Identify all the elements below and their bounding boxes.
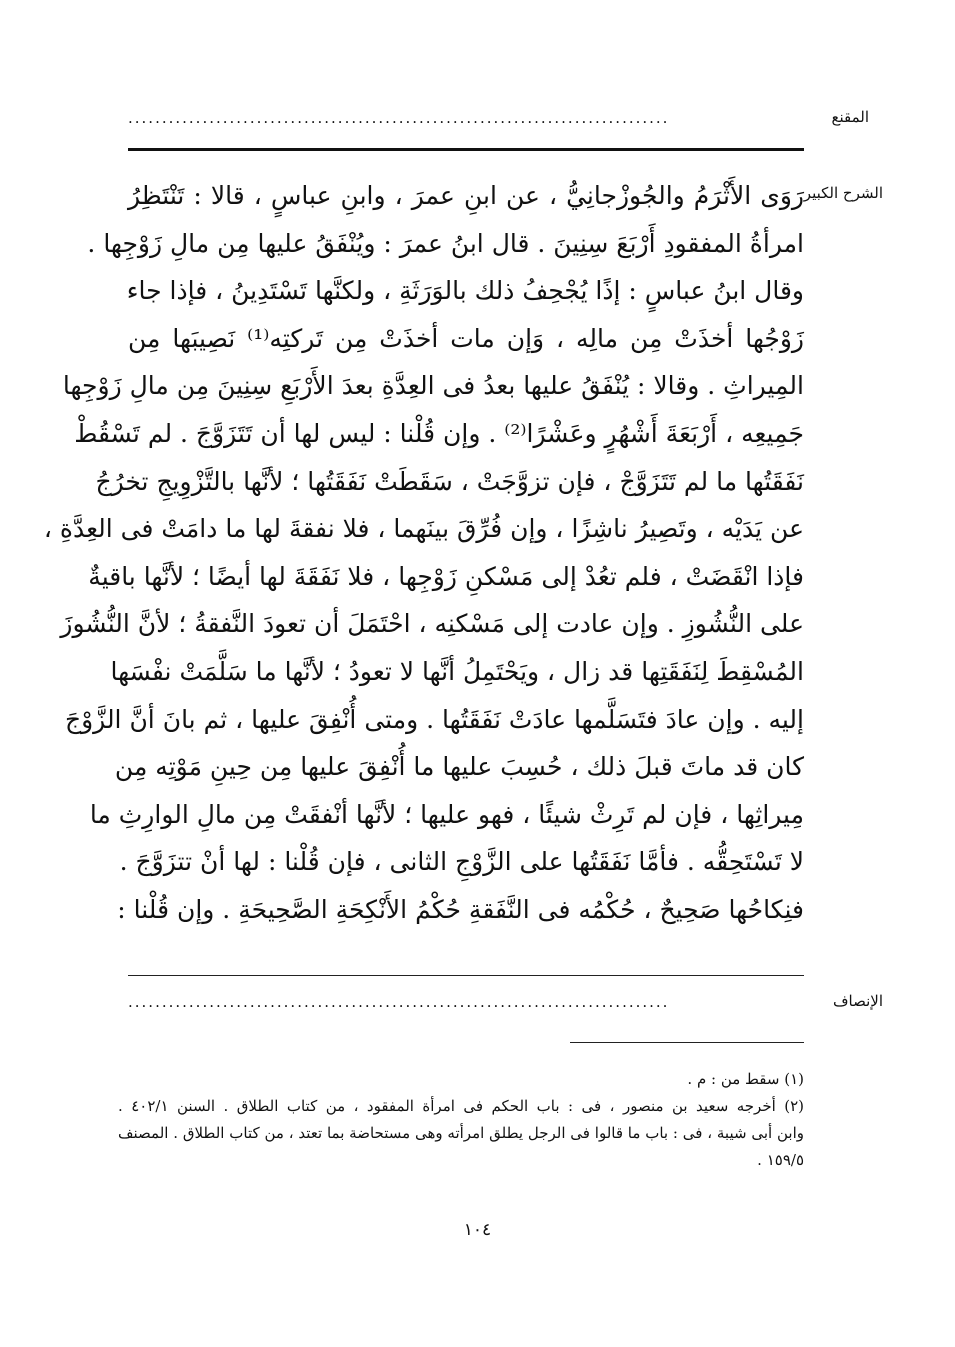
text-line: جَمِيعِه ، أَرْبَعَةَ أَشْهُرٍ وعَشْرًا⁽²⁾ . وإن قُلْنا : ليس لها أن تَتَزَوَّجَ . لم تَسْقُطْ [74,418,804,448]
footnotes [118,1066,804,1174]
text-line: المُسْقِطَ لِنَفَقَتِها قد زال ، ويَحْتَمِلُ أنَّها لا تعودُ ؛ لأنَّها ما سَلَّمَتْ نفْسَها [110,656,804,686]
side-label-sharh: الشرح الكبير [803,184,883,202]
footnote-rule [570,1042,804,1043]
text-line: وقال ابنُ عباسٍ : إذًا يُجْحِفُ ذلك بالوَرَثَةِ ، ولكنَّها تَسْتَدِينُ ، فإذا جاء [126,276,804,306]
footnote-line: ١٥٩/٥ . [757,1151,804,1169]
text-line: رَوَى الأَثْرَمُ والجُوزْجانِيُّ ، عن ابنِ عمرَ ، وابنِ عباسٍ ، قالا : تَنْتَظِرُ [128,181,804,210]
main-text-block [43,172,804,934]
footnote-line: (٢) أخرجه سعيد بن منصور ، فى : باب الحكم فى امرأة المفقود ، من كتاب الطلاق . السنن ٤٠٢/١ . [118,1097,805,1115]
text-line: فنِكاحُها صَحِيحٌ ، حُكْمُه فى النَّفَقةِ حُكْمُ الأَنْكِحَةِ الصَّحِيحَةِ . وإن قُلْنا : [117,894,804,924]
text-line: إليه . وإن عادَ فتَسَلَّمها عادَتْ نَفَقَتُها . ومتى أُنْفِقَ عليها ، ثم بانَ أنَّ الزَّوْجَ [64,704,804,734]
text-line: كان قد ماتَ قبلَ ذلك ، حُسِبَ عليها ما أُنْفِقَ عليها مِن حِينِ مَوْتِه مِن [114,752,804,782]
text-end-rule [128,975,804,976]
header-dotted-leader: ................................................................................ [128,109,670,127]
text-line: نَفَقَتُها ما لم تَتَزَوَّجْ ، فإن تزوَّجَتْ ، سَقَطَتْ نَفَقَتُها ؛ لأنَّها بالتَّزْوِيجِ تخرُجُ [95,466,804,496]
header-rule [128,148,804,151]
header-title: المقنع [831,108,869,126]
footnote-line: (١) سقط من : م . [687,1070,804,1088]
insaf-dotted-leader: ................................................................................ [128,993,670,1011]
text-line: المِيراثِ . وقالا : يُنْفَقُ عليها بعدُ فى العِدَّةِ بعدَ الأَرْبَعِ سِنِينَ مِن مالِ زَوْجِها [62,371,804,401]
text-line: فإذا انْقَضَتْ ، فلم تعُدْ إلى مَسْكنِ زَوْجِها ، فلا نَفَقَةَ لها أيضًا ؛ لأنَّها باقيةٌ [88,561,804,591]
text-line: مِيراثِها ، فإن لم تَرِثْ شيئًا ، فهو عليها ؛ لأنَّها أنْفقَتْ مِن مالِ الوارِثِ ما [89,799,804,829]
footnote-line: وابن أبى شيبة ، فى : باب ما قالوا فى الرجل يطلق امرأته وهى مستحاضة بما تعتد ، من كتاب الطلاق . المصنف [118,1124,804,1142]
side-label-insaf: الإنصاف [832,992,883,1010]
text-line: امرأةُ المفقودِ أَرْبَعَ سِنِينَ . قال ابنُ عمرَ : ويُنْفَقُ عليها مِن مالِ زَوْجِها . [87,228,804,258]
text-line: عن يَدَيْه ، وتَصِيرُ ناشِزًا ، وإن فُرِّقَ بينَهما ، فلا نفقةَ لها ما دامَتْ فى العِدَّةِ ، [43,514,804,544]
text-line: لا تَسْتَحِقُّه . فأمَّا نَفَقَتُها على الزَّوْجِ الثانى ، فإن قُلْنا : لها أنْ تتزَوَّجَ . [119,847,804,877]
text-line: زَوْجُها أخذَتْ مِن مالِه ، وَإن مات أخذَتْ مِن تَركتِه⁽¹⁾ نَصِيبَها مِن [128,323,804,353]
page-number: ١٠٤ [463,1220,492,1240]
text-line: على النُّشُوزِ . وإن عادت إلى مَسْكنِه ، احْتَمَلَ أن تعودَ النَّفقةُ ؛ لأنَّ النُّشُوزَ [60,609,804,639]
